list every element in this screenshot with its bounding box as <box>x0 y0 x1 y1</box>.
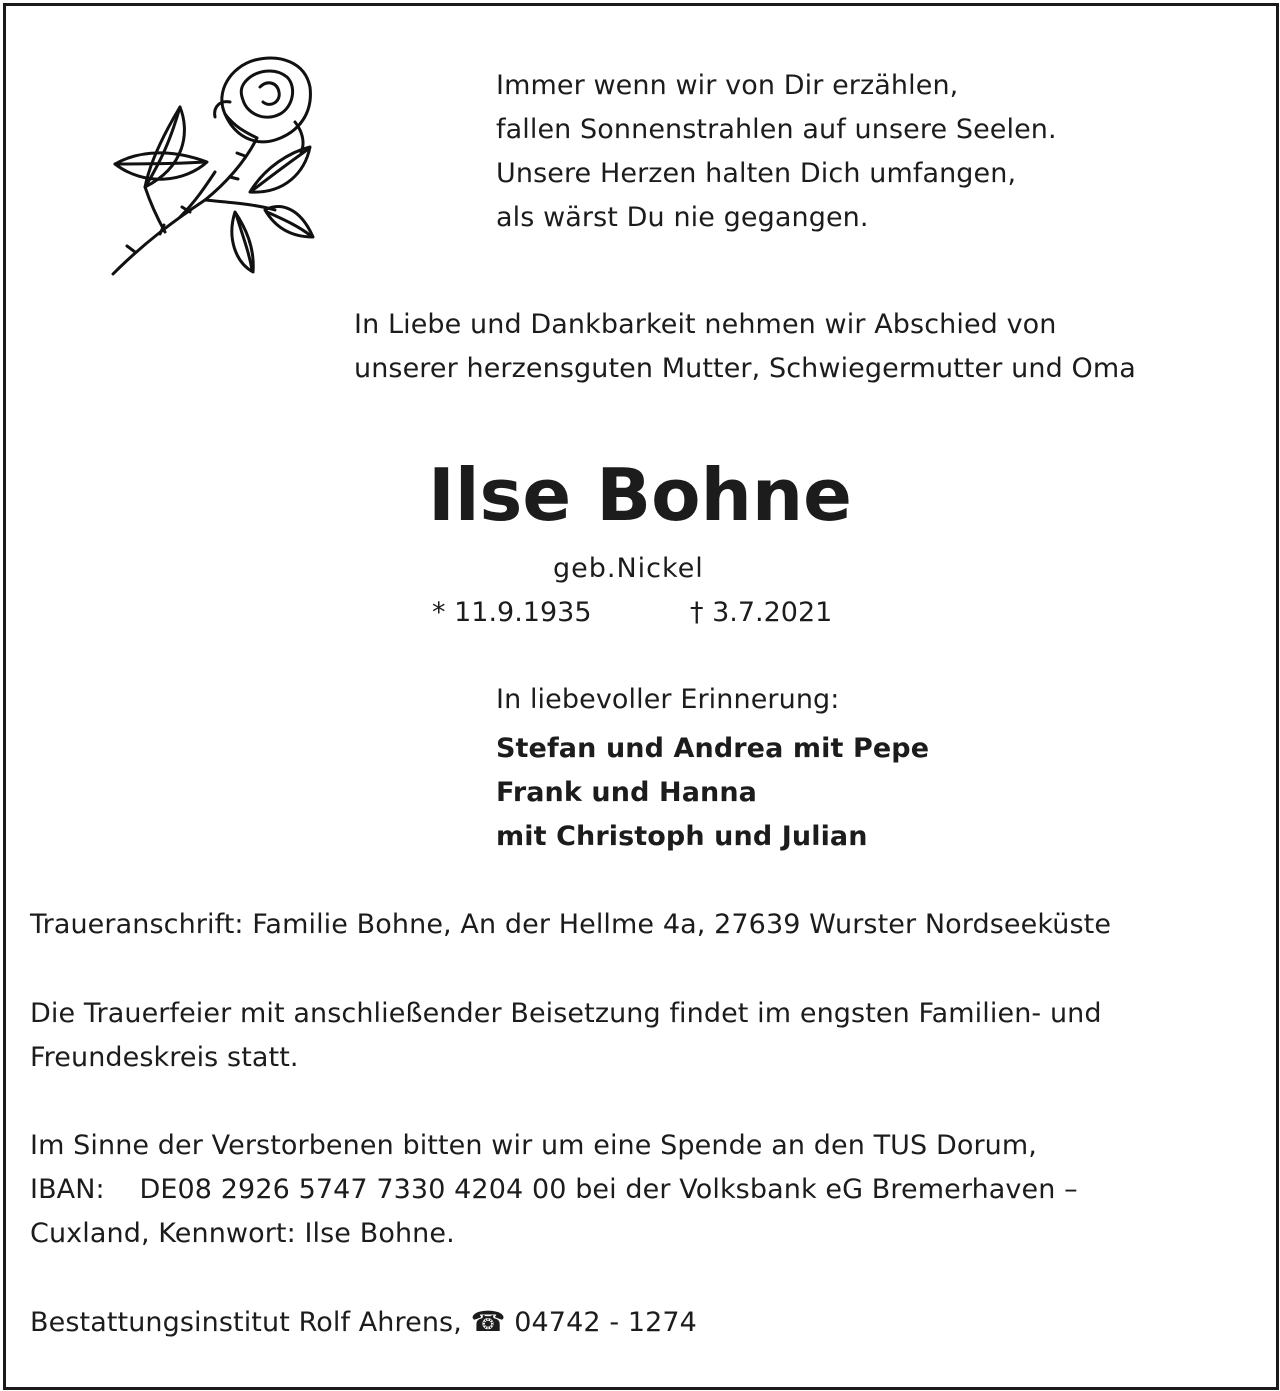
poem-line: Unsere Herzen halten Dich umfangen, <box>496 158 1017 189</box>
poem-line: als wärst Du nie gegangen. <box>496 202 869 233</box>
rose-icon <box>105 52 320 280</box>
mourning-address: Traueranschrift: Familie Bohne, An der Hellme 4a, 27639 Wurster Nordseeküste <box>30 909 1112 940</box>
farewell-intro <box>354 303 1136 391</box>
ceremony-line: Freundeskreis statt. <box>30 1042 299 1073</box>
donation-line: IBAN: DE08 2926 5747 7330 4204 00 bei der Volksbank eG Bremerhaven – <box>30 1174 1078 1205</box>
donation-notice <box>30 1124 1078 1256</box>
ceremony-line: Die Trauerfeier mit anschließender Beisetzung findet im engsten Familien- und <box>30 998 1102 1029</box>
mourner-name: Stefan und Andrea mit Pepe <box>496 733 930 764</box>
intro-line: In Liebe und Dankbarkeit nehmen wir Abschied von <box>354 309 1057 340</box>
poem-line: Immer wenn wir von Dir erzählen, <box>496 70 959 101</box>
birth-date: * 11.9.1935 <box>432 597 592 628</box>
donation-line: Cuxland, Kennwort: Ilse Bohne. <box>30 1218 455 1249</box>
telephone-icon: ☎ <box>470 1305 506 1338</box>
memory-heading: In liebevoller Erinnerung: <box>496 684 840 715</box>
mourners-list <box>496 727 929 859</box>
poem <box>496 64 1057 240</box>
poem-line: fallen Sonnenstrahlen auf unsere Seelen. <box>496 114 1057 145</box>
mourner-name: mit Christoph und Julian <box>496 821 868 852</box>
maiden-name: geb.Nickel <box>553 553 704 584</box>
donation-line: Im Sinne der Verstorbenen bitten wir um eine Spende an den TUS Dorum, <box>30 1130 1037 1161</box>
death-date: † 3.7.2021 <box>690 597 833 628</box>
funeral-home-phone: 04742 - 1274 <box>514 1307 697 1338</box>
funeral-home <box>30 1300 697 1345</box>
intro-line: unserer herzensguten Mutter, Schwiegermutter und Oma <box>354 353 1136 384</box>
deceased-name: Ilse Bohne <box>428 453 852 537</box>
funeral-home-name: Bestattungsinstitut Rolf Ahrens, <box>30 1307 462 1338</box>
ceremony-notice <box>30 992 1102 1080</box>
mourner-name: Frank und Hanna <box>496 777 757 808</box>
